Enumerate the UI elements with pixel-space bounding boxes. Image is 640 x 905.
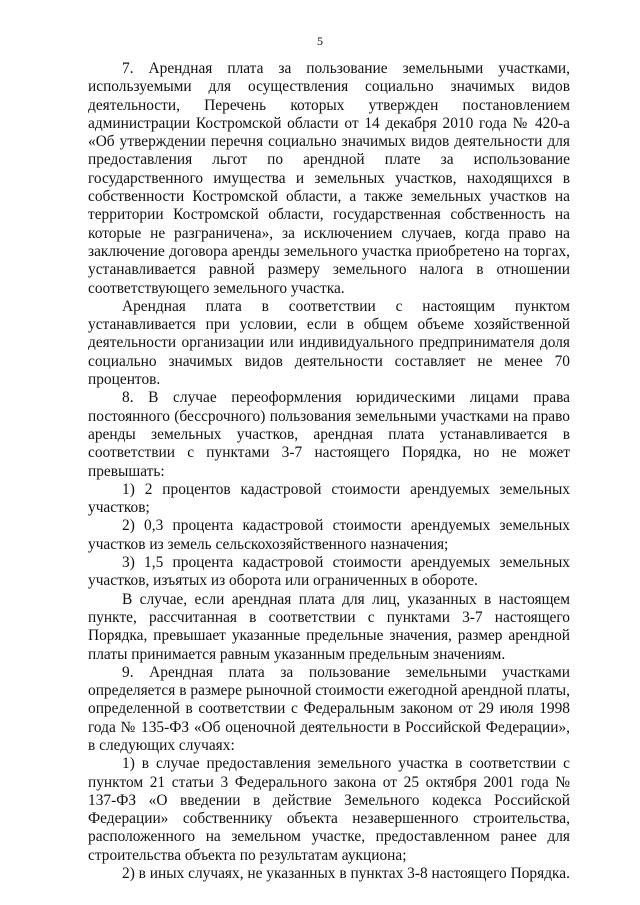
paragraph-8-item-2: 2) 0,3 процента кадастровой стоимости арендуемых земельных участков из земель сельскохозяйственного назначения; <box>88 517 570 553</box>
paragraph-8-item-3: 3) 1,5 процента кадастровой стоимости арендуемых земельных участков, изъятых из оборота или ограниченных в обороте. <box>88 554 570 590</box>
paragraph-8-item-1: 1) 2 процентов кадастровой стоимости арендуемых земельных участков; <box>88 480 570 517</box>
paragraph-7-condition: Арендная плата в соответствии с настоящим пунктом устанавливается при условии, если в общем объеме хозяйственной деятельности организации или индивидуального предпринимателя доля социально значимых видов деятельности составляет не менее 70 процентов. <box>88 297 570 389</box>
paragraph-9: 9. Арендная плата за пользование земельными участками определяется в размере рыночной стоимости ежегодной арендной платы, определенной в соответствии с Федеральным законом от 29 июля 1998 года № 135-ФЗ «Об оценочной деятельности в Российской Федерации», в следующих случаях: <box>88 663 570 754</box>
paragraph-9-item-2: 2) в иных случаях, не указанных в пунктах 3-8 настоящего Порядка. <box>122 865 570 883</box>
document-body <box>88 60 570 883</box>
paragraph-8-limit: В случае, если арендная плата для лиц, указанных в настоящем пункте, рассчитанная в соответствии с пунктами 3-7 настоящего Порядка, превышает указанные предельные значения, размер арендной платы принимается равным указанным предельным значениям. <box>88 590 570 663</box>
paragraph-9-item-1: 1) в случае предоставления земельного участка в соответствии с пунктом 21 статьи 3 Федерального закона от 25 октября 2001 года № 137-ФЗ «О введении в действие Земельного кодекса Российской Федерации» собственнику объекта незавершенного строительства, расположенного на земельном участке, предоставленном ранее для строительства объекта по результатам аукциона; <box>88 755 570 864</box>
paragraph-8: 8. В случае переоформления юридическими лицами права постоянного (бессрочного) пользования земельными участками на право аренды земельных участков, арендная плата устанавливается в соответствии с пунктами 3-7 настоящего Порядка, но не может превышать: <box>88 389 570 480</box>
paragraph-7: 7. Арендная плата за пользование земельными участками, используемыми для осуществления социально значимых видов деятельности, Перечень которых утвержден постановлением администрации Костромской области от 14 декабря 2010 года № 420-а «Об утверждении перечня социально значимых видов деятельности для предоставления льгот по арендной плате за использование государственного имущества и земельных участков, находящихся в собственности Костромской области, а также земельных участков на территории Костромской области, государственная собственность на которые не разграничена», за исключением случаев, когда право на заключение договора аренды земельного участка приобретено на торгах, устанавливается равной размеру земельного налога в отношении соответствующего земельного участка. <box>88 60 570 297</box>
page-number: 5 <box>317 34 323 48</box>
